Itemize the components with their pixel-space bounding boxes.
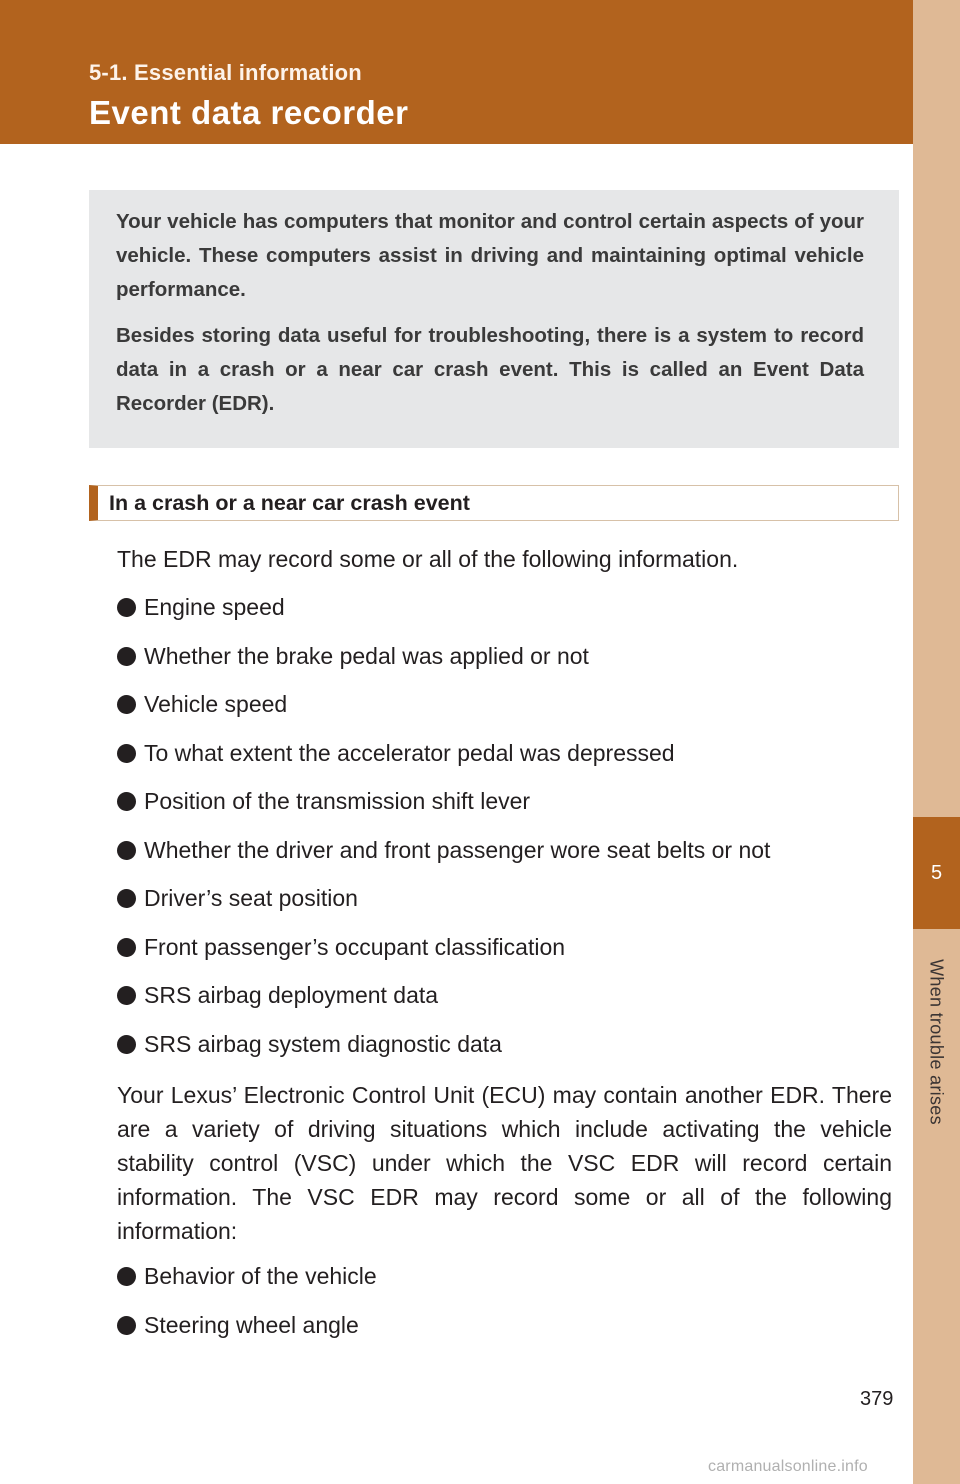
section-label: 5-1. Essential information [89, 60, 362, 85]
bullet-icon [117, 744, 136, 763]
list-item [117, 691, 287, 718]
list-item [117, 1031, 502, 1058]
list-item [117, 885, 358, 912]
list-item-text: Steering wheel angle [144, 1312, 359, 1338]
list-item [117, 982, 438, 1009]
section-lead: The EDR may record some or all of the following information. [117, 546, 739, 572]
bullet-icon [117, 938, 136, 957]
intro-box [89, 190, 899, 448]
list-item-text: Whether the brake pedal was applied or not [144, 643, 589, 669]
list-item-text: Front passenger’s occupant classification [144, 934, 566, 960]
list-item-text: SRS airbag deployment data [144, 982, 439, 1008]
list-item [117, 594, 285, 621]
list-item-text: Behavior of the vehicle [144, 1263, 377, 1289]
bullet-icon [117, 841, 136, 860]
list-item [117, 740, 675, 767]
bullet-icon [117, 695, 136, 714]
section-heading [89, 485, 899, 521]
list-item-text: Vehicle speed [144, 691, 288, 717]
bullet-icon [117, 986, 136, 1005]
page-number: 379 [860, 1388, 894, 1410]
list-item-text: SRS airbag system diagnostic data [144, 1031, 502, 1057]
bullet-icon [117, 1267, 136, 1286]
list-item [117, 934, 565, 961]
chapter-title: When trouble arises [926, 959, 947, 1125]
intro-paragraph-2: Besides storing data useful for troubleshooting, there is a system to record data in a crash or a near car crash event. This is called an Event Data Recorder (EDR). [116, 324, 864, 415]
list-item-text: Position of the transmission shift lever [144, 788, 531, 814]
chapter-number: 5 [930, 861, 943, 884]
bullet-icon [117, 598, 136, 617]
chapter-tab[interactable] [913, 817, 960, 929]
bullet-icon [117, 792, 136, 811]
bullet-icon [117, 889, 136, 908]
list-item [117, 643, 589, 670]
list-item-text: Driver’s seat position [144, 885, 358, 911]
vsc-edr-paragraph: Your Lexus’ Electronic Control Unit (ECU) may contain another EDR. There are a variety of driving situations which include activating the vehicle stability control (VSC) under which the VSC EDR will record certain information. The VSC EDR may record some or all of the following information: [117, 1082, 892, 1244]
page-header [0, 0, 913, 144]
bullet-icon [117, 1316, 136, 1335]
list-item [117, 1312, 359, 1339]
list-item-text: Whether the driver and front passenger wore seat belts or not [144, 837, 771, 863]
watermark: carmanualsonline.info [708, 1458, 868, 1475]
intro-paragraph-1: Your vehicle has computers that monitor and control certain aspects of your vehicle. These computers assist in driving and maintaining optimal vehicle performance. [116, 210, 864, 301]
list-item [117, 837, 770, 864]
section-heading-text: In a crash or a near car crash event [109, 490, 470, 515]
bullet-icon [117, 647, 136, 666]
list-item-text: To what extent the accelerator pedal was depressed [144, 740, 675, 766]
page-title: Event data recorder [89, 94, 409, 131]
list-item [117, 788, 530, 815]
side-strip [913, 0, 960, 1484]
list-item-text: Engine speed [144, 594, 285, 620]
list-item [117, 1263, 377, 1290]
bullet-icon [117, 1035, 136, 1054]
